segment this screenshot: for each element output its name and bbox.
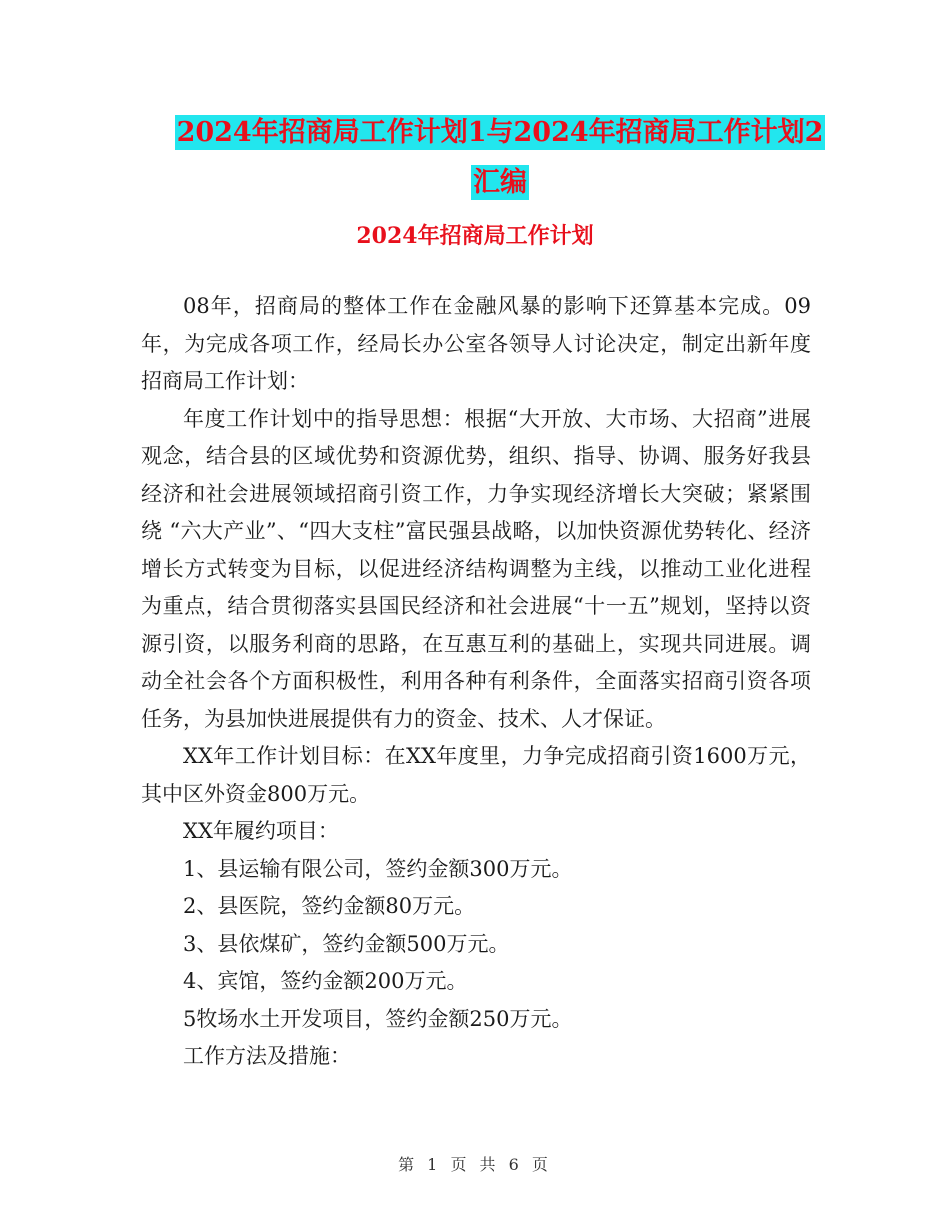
list-item-project-1: 1、县运输有限公司，签约金额300万元。 <box>183 856 573 881</box>
document-title <box>140 108 860 208</box>
section-title: 2024年招商局工作计划 <box>356 223 594 249</box>
paragraph-plan-target: XX年工作计划目标：在XX年度里，力争完成招商引资1600万元，其中区外资金800万元。 <box>141 744 811 806</box>
paragraph-contract-projects-heading: XX年履约项目： <box>183 819 339 843</box>
page-footer: 第 1 页 共 6 页 <box>398 1155 552 1174</box>
paragraph-intro: 08年，招商局的整体工作在金融风暴的影响下还算基本完成。09年，为完成各项工作，经局长办公室各领导人讨论决定，制定出新年度招商局工作计划： <box>141 294 811 393</box>
paragraph-methods-heading: 工作方法及措施： <box>183 1044 351 1068</box>
list-item-project-2: 2、县医院，签约金额80万元。 <box>183 894 476 918</box>
document-title-line2: 汇编 <box>473 167 527 198</box>
list-item-project-3: 3、县依煤矿，签约金额500万元。 <box>183 931 510 956</box>
list-item-project-4: 4、宾馆，签约金额200万元。 <box>183 969 468 993</box>
paragraph-guiding-thought: 年度工作计划中的指导思想：根据“大开放、大市场、大招商”进展观念，结合县的区域优势和资源优势，组织、指导、协调、服务好我县经济和社会进展领域招商引资工作，力争实现经济增长大突破；紧紧围绕 “六大产业”、“四大支柱”富民强县战略，以加快资源优势转化、经济增长方式转变为目标，以促进经济结构调整为主线，以推动工业化进程为重点，结合贯彻落实县国民经济和社会进展“十一五”规划，坚持以资源引资，以服务利商的思路，在互惠互利的基础上，实现共同进展。调动全社会各个方面积极性，利用各种有利条件，全面落实招商引资各项任务，为县加快进展提供有力的资金、技术、人才保证。 <box>141 406 811 731</box>
document-title-line1: 2024年招商局工作计划1与2024年招商局工作计划2 <box>176 117 824 148</box>
list-item-project-5: 5牧场水土开发项目，签约金额250万元。 <box>183 1006 573 1031</box>
document-body <box>141 288 811 1076</box>
